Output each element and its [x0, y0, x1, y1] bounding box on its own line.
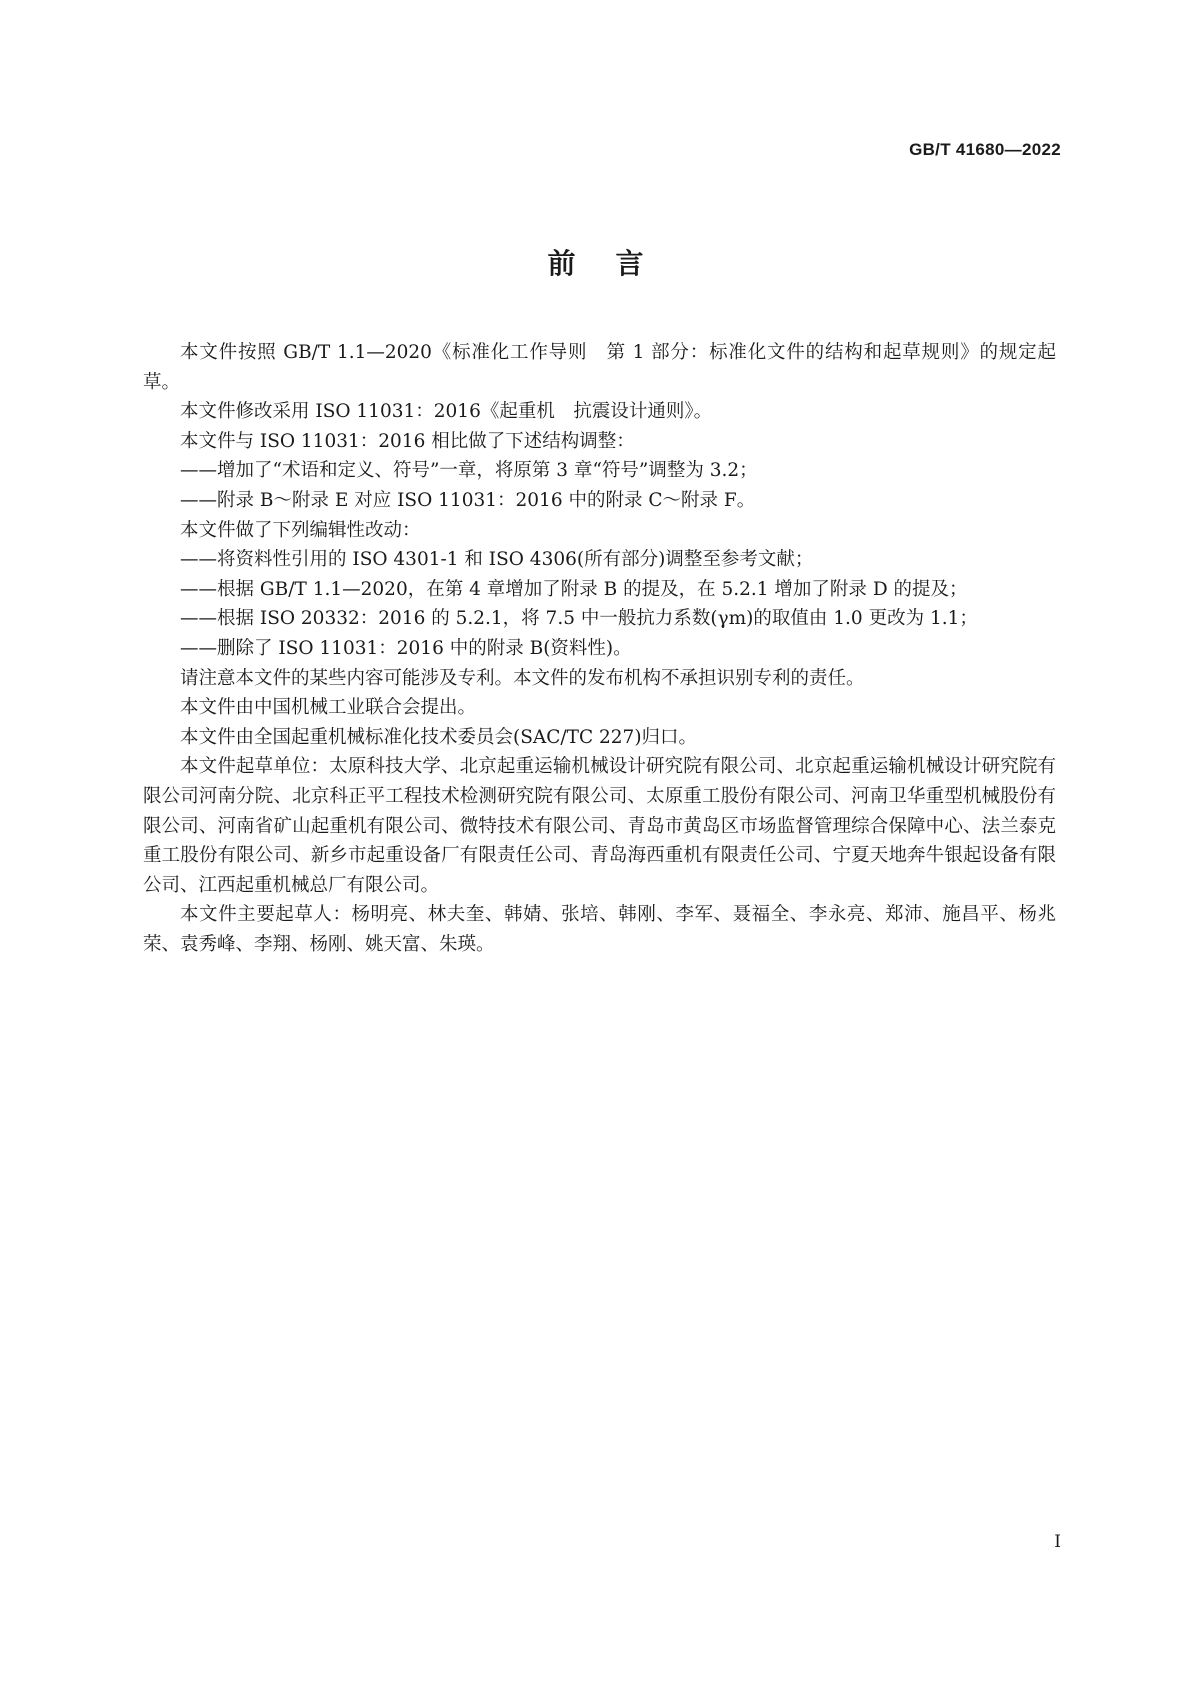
list-item: ——增加了“术语和定义、符号”一章，将原第 3 章“符号”调整为 3.2；: [180, 460, 758, 482]
list-item: ——根据 GB/T 1.1—2020，在第 4 章增加了附录 B 的提及，在 5.2.1 增加了附录 D 的提及；: [180, 578, 968, 600]
page-title: 前言: [547, 247, 684, 280]
page-number: I: [1054, 1532, 1061, 1552]
drafters-paragraph: 本文件主要起草人：杨明亮、林夫奎、韩婧、张培、韩刚、李军、聂福全、李永亮、郑沛、施昌平、杨兆荣、袁秀峰、李翔、杨刚、姚天富、朱瑛。: [143, 904, 1056, 955]
paragraph: 请注意本文件的某些内容可能涉及专利。本文件的发布机构不承担识别专利的责任。: [180, 667, 865, 689]
list-item: ——将资料性引用的 ISO 4301-1 和 ISO 4306(所有部分)调整至参考文献；: [180, 549, 814, 571]
list-item: ——删除了 ISO 11031：2016 中的附录 B(资料性)。: [180, 637, 632, 659]
paragraph: 本文件由中国机械工业联合会提出。: [180, 697, 477, 719]
list-item: ——根据 ISO 20332：2016 的 5.2.1，将 7.5 中一般抗力系数(γm)的取值由 1.0 更改为 1.1；: [180, 608, 978, 630]
foreword-body: [143, 338, 1056, 959]
paragraph: 本文件做了下列编辑性改动：: [180, 519, 421, 541]
paragraph: 本文件由全国起重机械标准化技术委员会(SAC/TC 227)归口。: [180, 726, 698, 748]
standard-number: GB/T 41680—2022: [909, 140, 1061, 159]
paragraph: 本文件修改采用 ISO 11031：2016《起重机 抗震设计通则》。: [180, 401, 713, 423]
paragraph: 本文件与 ISO 11031：2016 相比做了下述结构调整：: [180, 430, 635, 452]
drafting-units-paragraph: 本文件起草单位：太原科技大学、北京起重运输机械设计研究院有限公司、北京起重运输机械设计研究院有限公司河南分院、北京科正平工程技术检测研究院有限公司、太原重工股份有限公司、河南卫华重型机械股份有限公司、河南省矿山起重机有限公司、微特技术有限公司、青岛市黄岛区市场监督管理综合保障中心、法兰泰克重工股份有限公司、新乡市起重设备厂有限责任公司、青岛海西重机有限责任公司、宁夏天地奔牛银起设备有限公司、江西起重机械总厂有限公司。: [143, 756, 1056, 896]
list-item: ——附录 B～附录 E 对应 ISO 11031：2016 中的附录 C～附录 F。: [180, 489, 756, 511]
paragraph: 本文件按照 GB/T 1.1—2020《标准化工作导则 第 1 部分：标准化文件的结构和起草规则》的规定起草。: [143, 342, 1056, 393]
